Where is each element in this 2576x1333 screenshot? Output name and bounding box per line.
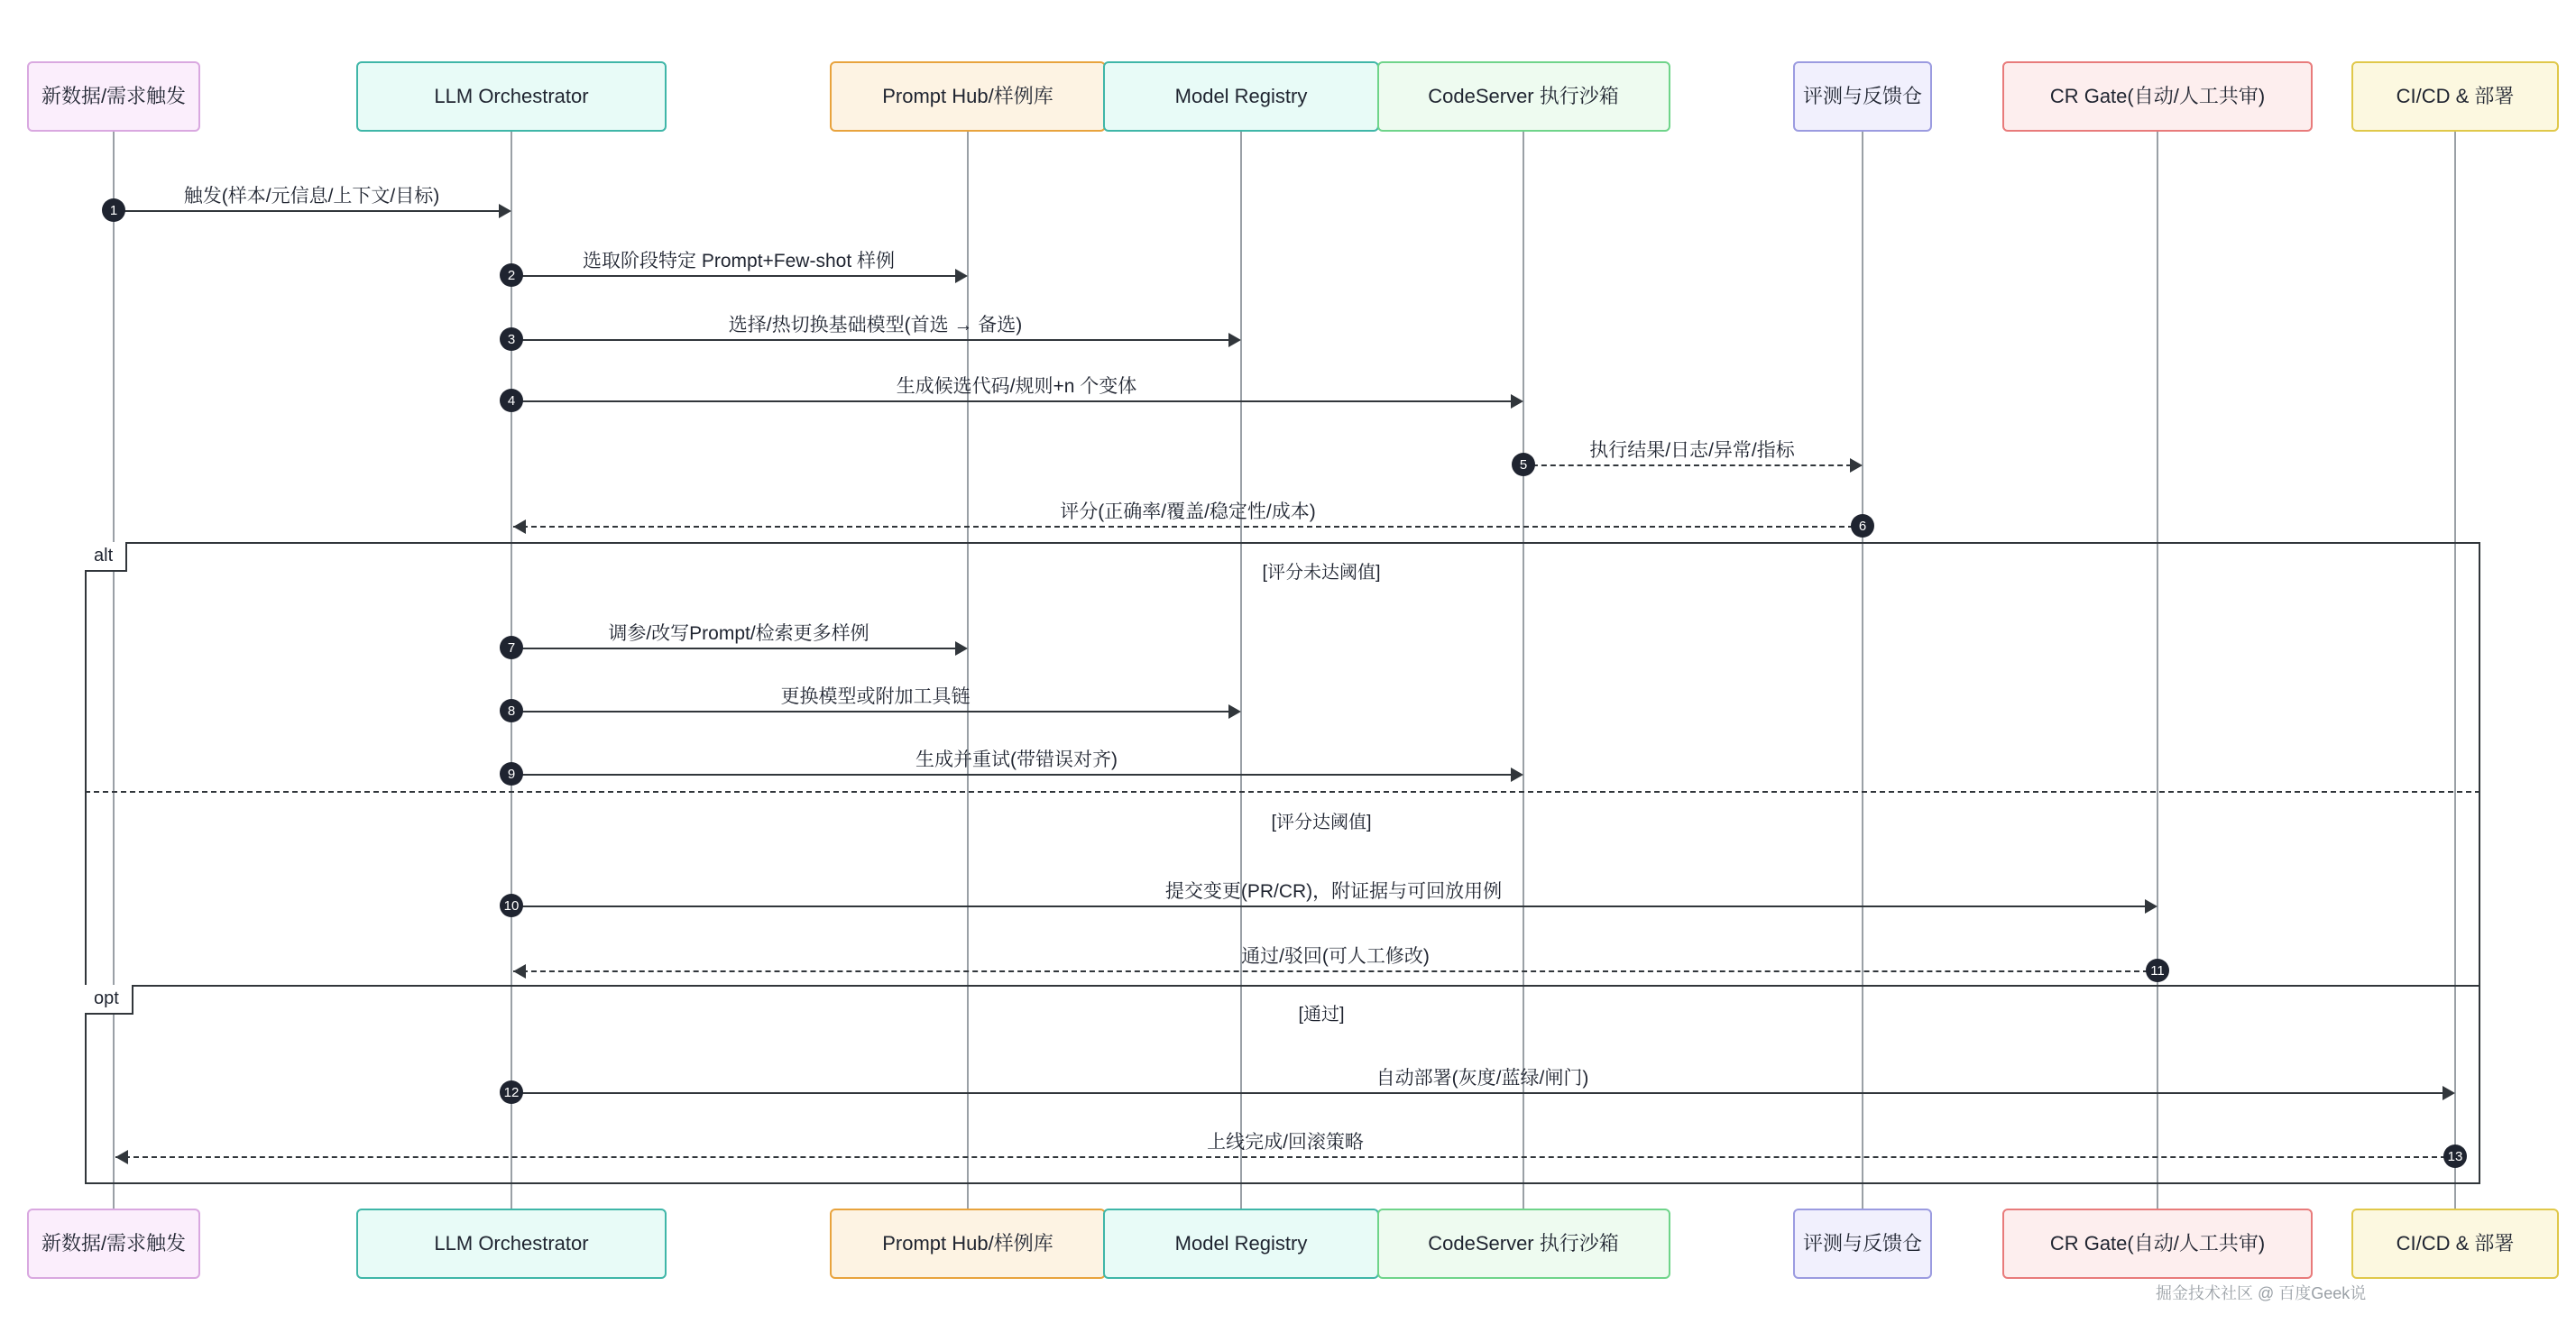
- actor-box-top-a3[interactable]: [1103, 61, 1379, 132]
- message-line-3: [511, 339, 1239, 341]
- message-line-5: [1523, 464, 1861, 466]
- actor-label: CI/CD & 部署: [2396, 1231, 2515, 1255]
- message-arrowhead-8: [1228, 704, 1241, 719]
- actor-label: 评测与反馈仓: [1802, 84, 1922, 107]
- message-number-8: 8: [500, 699, 523, 722]
- actor-label: 新数据/需求触发: [41, 84, 187, 107]
- message-number-7: 7: [500, 636, 523, 659]
- actor-box-bottom-a5[interactable]: [1793, 1209, 1932, 1279]
- actor-label: Prompt Hub/样例库: [882, 84, 1053, 107]
- actor-box-bottom-a6[interactable]: [2002, 1209, 2313, 1279]
- actor-box-top-a6[interactable]: [2002, 61, 2313, 132]
- actor-label: CR Gate(自动/人工共审): [2049, 84, 2266, 107]
- message-line-12: [511, 1092, 2453, 1094]
- fragment-divider: [85, 791, 2480, 793]
- actor-box-bottom-a0[interactable]: [27, 1209, 200, 1279]
- message-line-13: [115, 1156, 2455, 1158]
- actor-label: LLM Orchestrator: [434, 1231, 589, 1255]
- message-label-9: 生成并重试(带错误对齐): [915, 749, 1118, 770]
- message-line-1: [114, 210, 510, 212]
- actor-box-top-a1[interactable]: [356, 61, 667, 132]
- actor-label: CR Gate(自动/人工共审): [2049, 1231, 2266, 1255]
- message-line-7: [511, 648, 966, 649]
- message-arrowhead-3: [1228, 333, 1241, 347]
- message-label-10: 提交变更(PR/CR)，附证据与可回放用例: [1164, 881, 1503, 902]
- message-arrowhead-13: [115, 1150, 128, 1164]
- message-label-3: 选择/热切换基础模型(首选 → 备选): [728, 315, 1023, 336]
- actor-box-top-a7[interactable]: [2351, 61, 2559, 132]
- message-label-5: 执行结果/日志/异常/指标: [1589, 440, 1795, 461]
- actor-box-top-a4[interactable]: [1377, 61, 1670, 132]
- message-line-10: [511, 906, 2156, 907]
- message-arrowhead-2: [955, 269, 968, 283]
- message-line-8: [511, 711, 1239, 712]
- message-number-5: 5: [1512, 453, 1535, 476]
- message-arrowhead-12: [2443, 1086, 2455, 1100]
- message-number-6: 6: [1851, 514, 1874, 538]
- message-arrowhead-7: [955, 641, 968, 656]
- fragment-condition: [通过]: [1298, 1005, 1345, 1025]
- message-number-13: 13: [2443, 1145, 2467, 1168]
- message-number-12: 12: [500, 1080, 523, 1104]
- actor-label: CodeServer 执行沙箱: [1428, 1231, 1619, 1255]
- message-label-7: 调参/改写Prompt/检索更多样例: [608, 623, 869, 644]
- actor-box-top-a2[interactable]: [830, 61, 1106, 132]
- fragment-label-opt: opt: [85, 985, 133, 1015]
- message-label-2: 选取阶段特定 Prompt+Few-shot 样例: [583, 251, 895, 271]
- message-label-13: 上线完成/回滚策略: [1207, 1132, 1364, 1153]
- message-number-1: 1: [102, 198, 125, 222]
- message-number-10: 10: [500, 894, 523, 917]
- message-line-2: [511, 275, 966, 277]
- message-line-9: [511, 774, 1522, 776]
- message-line-6: [513, 526, 1863, 528]
- message-arrowhead-9: [1511, 768, 1523, 782]
- message-arrowhead-4: [1511, 394, 1523, 409]
- message-number-4: 4: [500, 389, 523, 412]
- message-number-3: 3: [500, 327, 523, 351]
- fragment-condition: [评分未达阈值]: [1262, 563, 1381, 583]
- message-label-8: 更换模型或附加工具链: [780, 686, 971, 707]
- message-label-6: 评分(正确率/覆盖/稳定性/成本): [1060, 501, 1316, 522]
- actor-box-bottom-a2[interactable]: [830, 1209, 1106, 1279]
- watermark: 掘金技术社区 @ 百度Geek说: [2156, 1284, 2367, 1302]
- actor-box-bottom-a7[interactable]: [2351, 1209, 2559, 1279]
- actor-label: Model Registry: [1174, 84, 1308, 107]
- fragment-label-alt: alt: [85, 542, 127, 572]
- actor-label: Prompt Hub/样例库: [882, 1231, 1053, 1255]
- actor-label: 评测与反馈仓: [1802, 1231, 1922, 1255]
- message-label-12: 自动部署(灰度/蓝绿/闸门): [1375, 1068, 1589, 1089]
- actor-label: CodeServer 执行沙箱: [1428, 84, 1619, 107]
- message-arrowhead-10: [2145, 899, 2157, 914]
- actor-label: CI/CD & 部署: [2396, 84, 2515, 107]
- message-arrowhead-6: [513, 519, 526, 534]
- message-number-2: 2: [500, 263, 523, 287]
- message-arrowhead-11: [513, 964, 526, 979]
- actor-box-bottom-a3[interactable]: [1103, 1209, 1379, 1279]
- message-label-4: 生成候选代码/规则+n 个变体: [896, 376, 1137, 397]
- message-number-11: 11: [2146, 959, 2169, 982]
- actor-label: LLM Orchestrator: [434, 84, 589, 107]
- actor-label: Model Registry: [1174, 1231, 1308, 1255]
- message-line-4: [511, 400, 1522, 402]
- message-line-11: [513, 970, 2157, 972]
- actor-box-top-a5[interactable]: [1793, 61, 1932, 132]
- message-arrowhead-5: [1850, 458, 1863, 473]
- message-label-1: 触发(样本/元信息/上下文/目标): [183, 186, 440, 207]
- message-number-9: 9: [500, 762, 523, 786]
- actor-box-bottom-a1[interactable]: [356, 1209, 667, 1279]
- message-arrowhead-1: [499, 204, 511, 218]
- fragment-condition: [评分达阈值]: [1271, 813, 1372, 832]
- message-label-11: 通过/驳回(可人工修改): [1241, 946, 1430, 967]
- actor-box-bottom-a4[interactable]: [1377, 1209, 1670, 1279]
- actor-label: 新数据/需求触发: [41, 1231, 187, 1255]
- actor-box-top-a0[interactable]: [27, 61, 200, 132]
